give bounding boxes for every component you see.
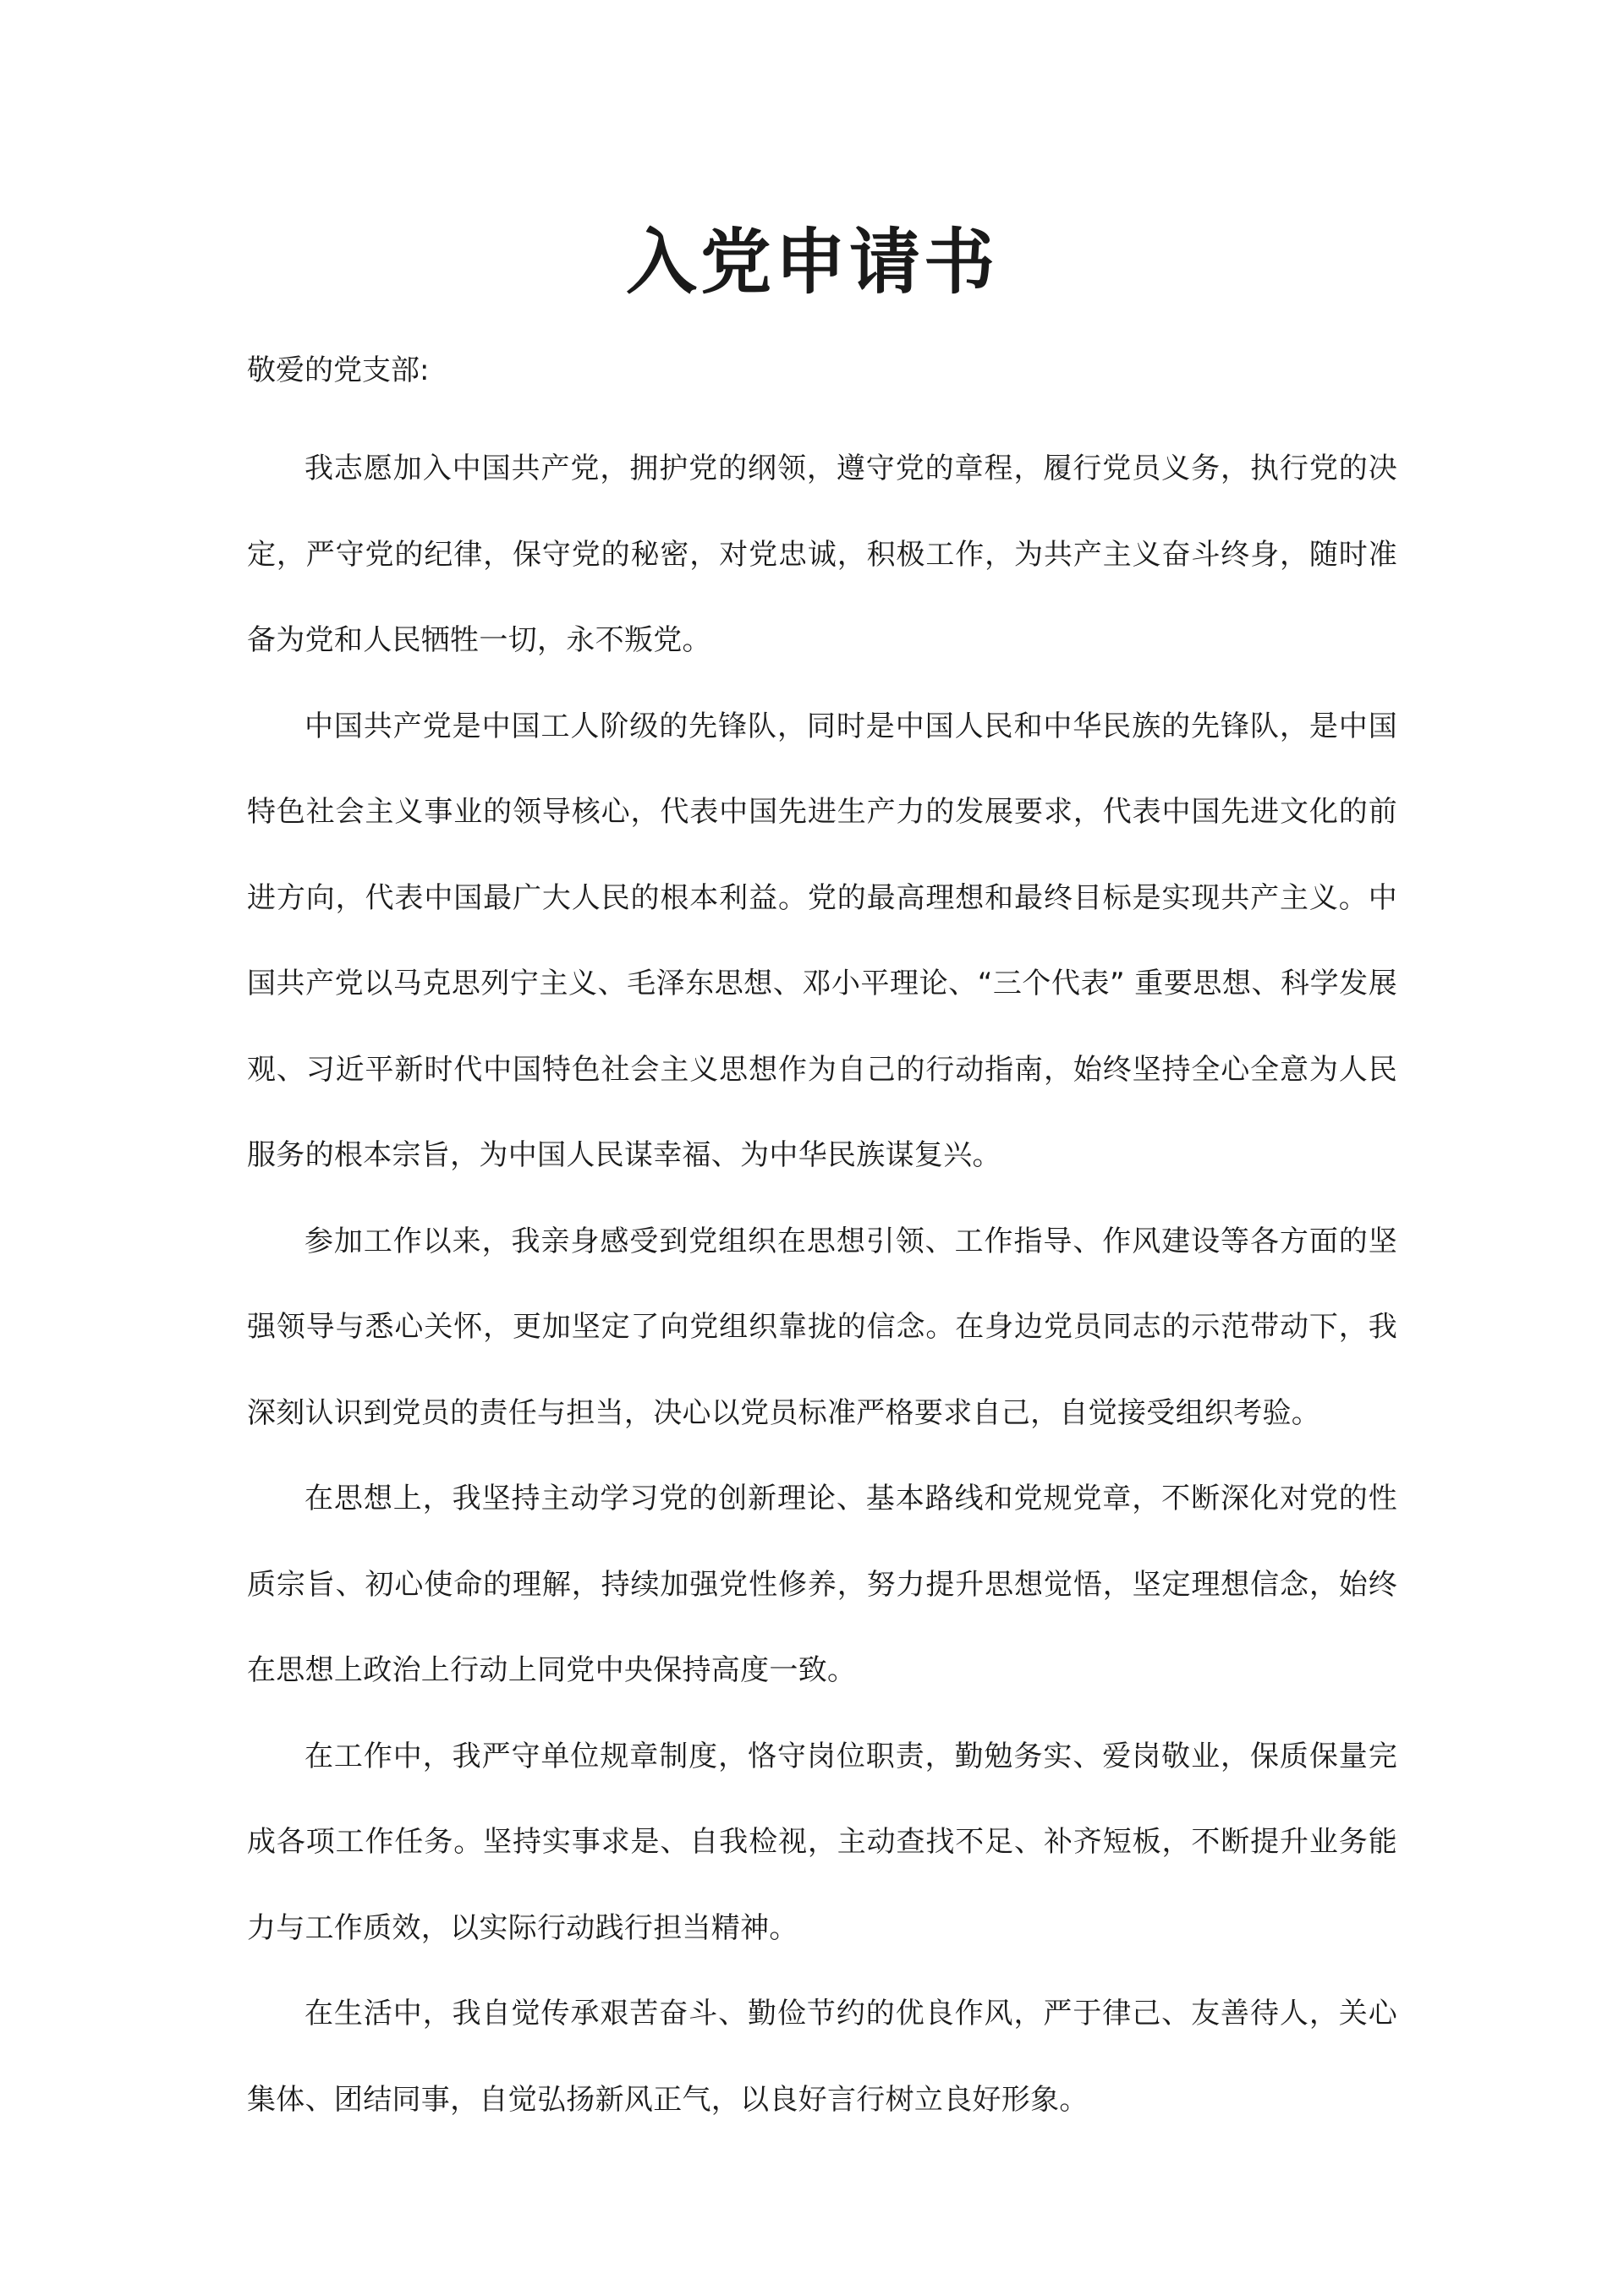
- paragraph-life: 在生活中，我自觉传承艰苦奋斗、勤俭节约的优良作风，严于律己、友善待人，关心集体、团结同事，自觉弘扬新风正气，以良好言行树立良好形象。: [247, 1997, 1397, 2117]
- paragraph-ideology: 在思想上，我坚持主动学习党的创新理论、基本路线和党规党章，不断深化对党的性质宗旨、初心使命的理解，持续加强党性修养，努力提升思想觉悟，坚定理想信念，始终在思想上政治上行动上同党中央保持高度一致。: [247, 1482, 1397, 1687]
- paragraph-motivation: 参加工作以来，我亲身感受到党组织在思想引领、工作指导、作风建设等各方面的坚强领导与悉心关怀，更加坚定了向党组织靠拢的信念。在身边党员同志的示范带动下，我深刻认识到党员的责任与担当，决心以党员标准严格要求自己，自觉接受组织考验。: [247, 1224, 1397, 1430]
- document-body: [247, 426, 1397, 2143]
- paragraph-party-nature: 中国共产党是中国工人阶级的先锋队，同时是中国人民和中华民族的先锋队，是中国特色社会主义事业的领导核心，代表中国先进生产力的发展要求，代表中国先进文化的前进方向，代表中国最广大人民的根本利益。党的最高理想和最终目标是实现共产主义。中国共产党以马克思列宁主义、毛泽东思想、邓小平理论、“三个代表” 重要思想、科学发展观、习近平新时代中国特色社会主义思想作为自己的行动指南，始终坚持全心全意为人民服务的根本宗旨，为中国人民谋幸福、为中华民族谋复兴。: [247, 709, 1397, 1172]
- paragraph-work: 在工作中，我严守单位规章制度，恪守岗位职责，勤勉务实、爱岗敬业，保质保量完成各项工作任务。坚持实事求是、自我检视，主动查找不足、补齐短板，不断提升业务能力与工作质效，以实际行动践行担当精神。: [247, 1739, 1397, 1945]
- document-title: 入党申请书: [625, 221, 998, 304]
- paragraph-pledge: 我志愿加入中国共产党，拥护党的纲领，遵守党的章程，履行党员义务，执行党的决定，严守党的纪律，保守党的秘密，对党忠诚，积极工作，为共产主义奋斗终身，随时准备为党和人民牺牲一切，永不叛党。: [247, 452, 1397, 657]
- salutation: 敬爱的党支部:: [247, 353, 430, 387]
